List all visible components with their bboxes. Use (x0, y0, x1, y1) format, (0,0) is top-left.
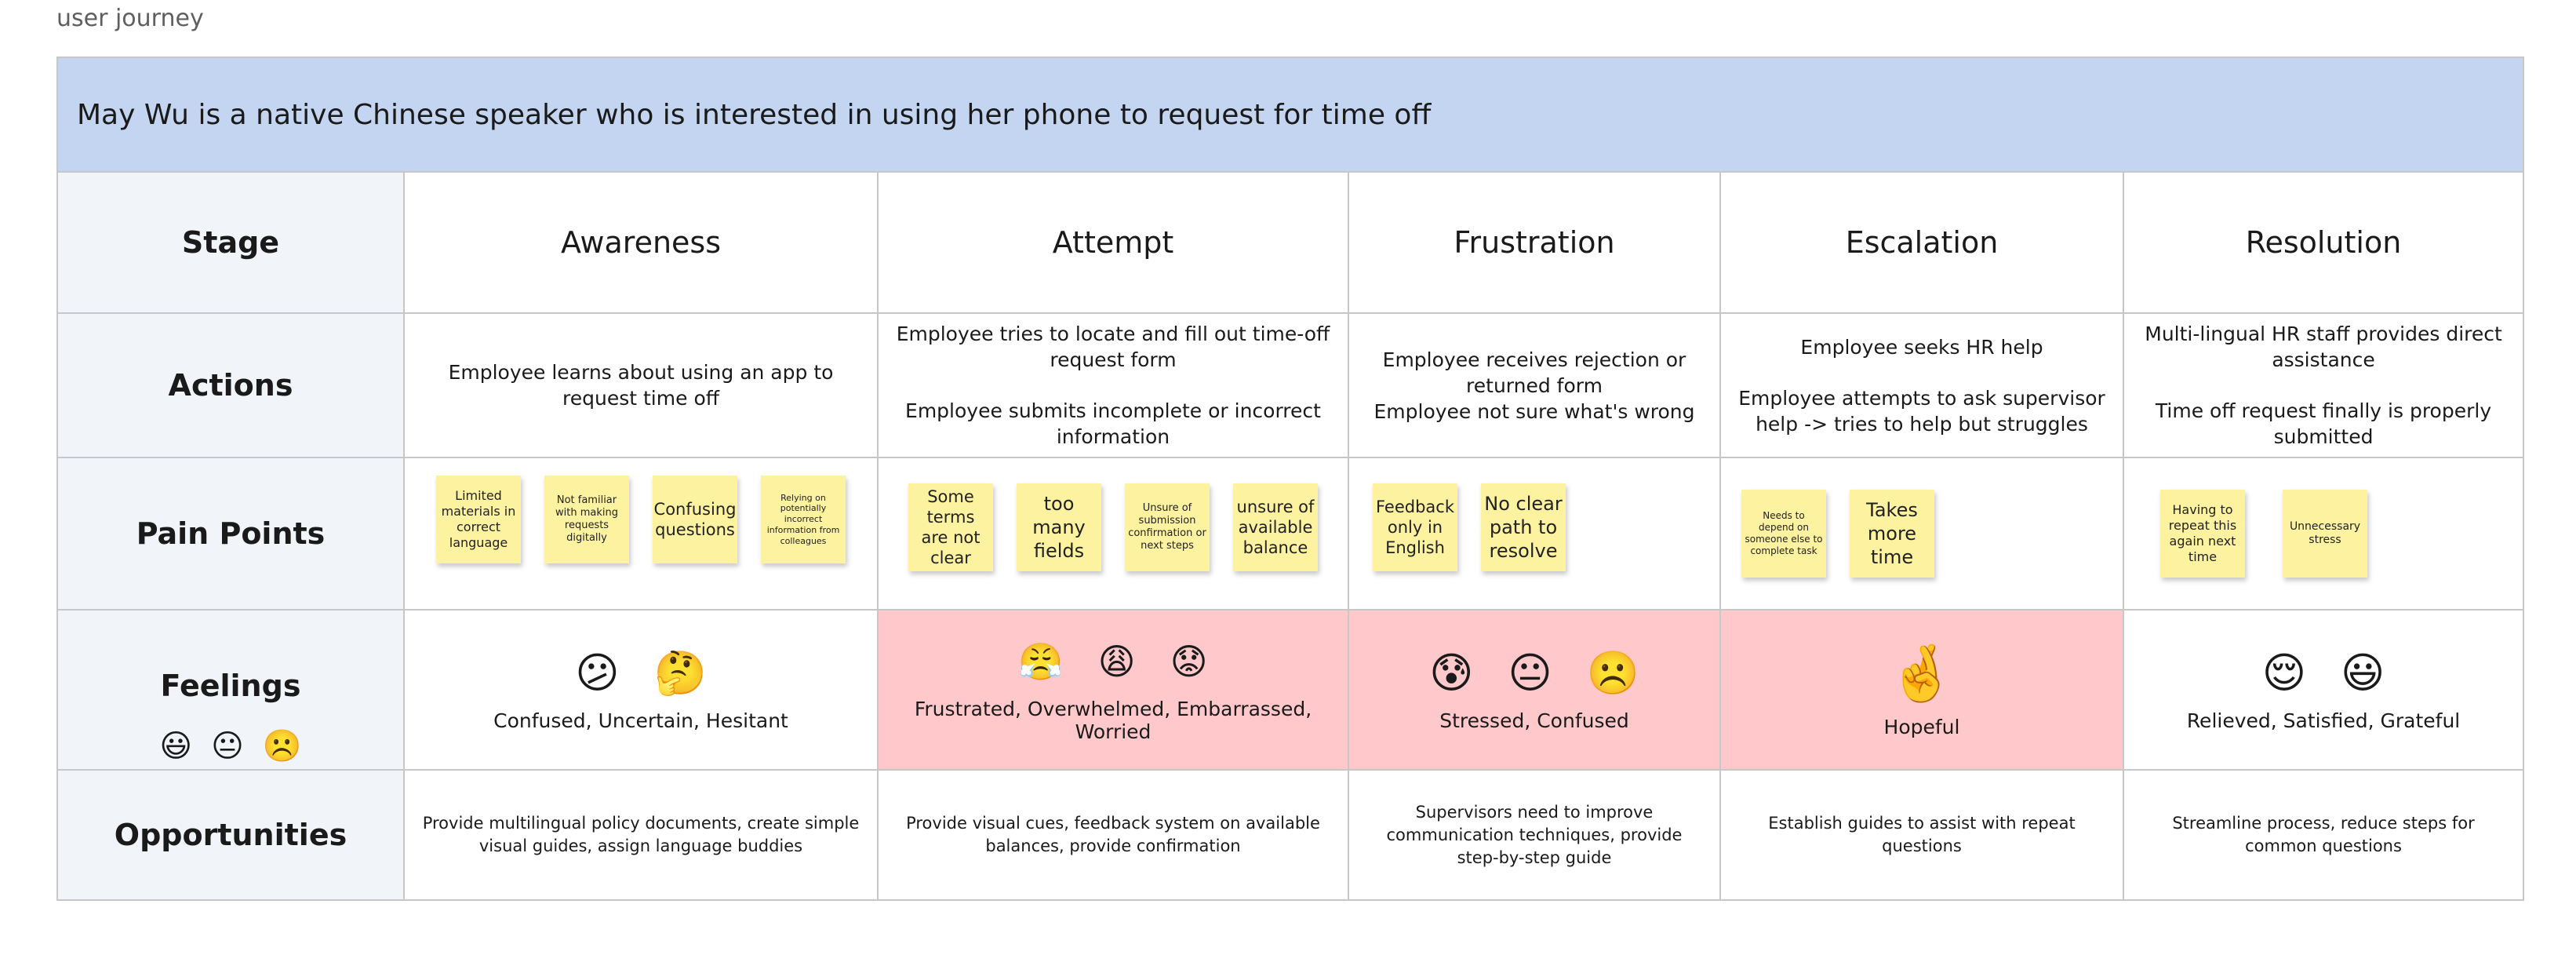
feelings-text: Relieved, Satisfied, Grateful (2186, 709, 2461, 732)
sticky-note: Not familiar with making requests digitally (544, 476, 629, 563)
journey-map-table (56, 56, 2524, 901)
stage-resolution: Resolution (2123, 172, 2523, 313)
sticky-note: No clear path to resolve (1481, 483, 1566, 571)
persona-banner (57, 57, 2523, 172)
sticky-note: Unnecessary stress (2283, 490, 2367, 578)
pain-points-frustration (1348, 457, 1720, 610)
opportunity-attempt: Provide visual cues, feedback system on available balances, provide confirmation (878, 770, 1348, 900)
feelings-text: Hopeful (1883, 715, 1960, 738)
row-label-pain-points: Pain Points (57, 457, 404, 610)
stage-frustration: Frustration (1348, 172, 1720, 313)
sticky-note: Unsure of submission confirmation or next steps (1125, 483, 1210, 571)
opportunity-escalation: Establish guides to assist with repeat questions (1720, 770, 2123, 900)
worried-face-icon: 😟 (1170, 640, 1208, 683)
pain-points-awareness (404, 457, 878, 610)
sticky-note: Limited materials in correct language (436, 476, 521, 563)
confused-face-icon: 😕 (575, 647, 620, 698)
anxious-sweat-face-icon: 😰 (1429, 647, 1474, 698)
sticky-note: Feedback only in English (1373, 483, 1457, 571)
page-label: user journey (56, 5, 204, 32)
action-text: Multi-lingual HR staff provides direct assistance (2145, 323, 2502, 371)
feelings-text: Frustrated, Overwhelmed, Embarrassed, Worried (914, 698, 1312, 743)
opportunity-resolution: Streamline process, reduce steps for common questions (2123, 770, 2523, 900)
sticky-note: Takes more time (1850, 490, 1934, 578)
actions-awareness (404, 313, 878, 457)
actions-frustration (1348, 313, 1720, 457)
feelings-frustration (1348, 610, 1720, 770)
feelings-attempt (878, 610, 1348, 770)
row-label-stage: Stage (57, 172, 404, 313)
action-text: Employee tries to locate and fill out time-off request form (896, 323, 1330, 371)
row-label-feelings (57, 610, 404, 770)
weary-face-icon: 😩 (1097, 640, 1136, 683)
pain-points-escalation (1720, 457, 2123, 610)
neutral-face-icon: 😐 (211, 728, 244, 764)
pain-points-resolution (2123, 457, 2523, 610)
sticky-note: Some terms are not clear (908, 483, 993, 571)
feelings-resolution (2123, 610, 2523, 770)
persona-text: May Wu is a native Chinese speaker who is interested in using her phone to request for time off (77, 98, 1432, 131)
relieved-face-icon: 😌 (2261, 647, 2307, 698)
neutral-face-icon: 😐 (1508, 647, 1552, 698)
action-text: Employee seeks HR help (1800, 335, 2043, 359)
sticky-note: Confusing questions (653, 476, 737, 563)
action-text: Employee attempts to ask supervisor help -> tries to help but struggles (1738, 386, 2105, 436)
frowning-face-icon: ☹️ (262, 728, 302, 764)
actions-attempt (878, 313, 1348, 457)
action-text: Employee submits incomplete or incorrect information (905, 399, 1321, 448)
row-label-actions: Actions (57, 313, 404, 457)
sticky-note: too many fields (1017, 483, 1101, 571)
stage-awareness: Awareness (404, 172, 878, 313)
feelings-text: Stressed, Confused (1439, 709, 1629, 732)
sticky-note: Having to repeat this again next time (2160, 490, 2245, 578)
action-text: Employee learns about using an app to request time off (448, 361, 834, 410)
feelings-awareness (404, 610, 878, 770)
row-label-opportunities: Opportunities (57, 770, 404, 900)
feelings-escalation (1720, 610, 2123, 770)
stage-attempt: Attempt (878, 172, 1348, 313)
opportunity-frustration: Supervisors need to improve communication techniques, provide step-by-step guide (1348, 770, 1720, 900)
thinking-face-icon: 🤔 (653, 647, 707, 698)
feelings-text: Confused, Uncertain, Hesitant (493, 709, 788, 732)
sticky-note: Needs to depend on someone else to complete task (1741, 490, 1826, 578)
frowning-face-icon: ☹️ (1586, 647, 1639, 698)
crossed-fingers-icon: 🤞 (1887, 640, 1956, 705)
steam-face-icon: 😤 (1018, 640, 1064, 683)
happy-face-icon: 😃 (159, 728, 193, 764)
happy-face-icon: 😃 (2341, 647, 2385, 698)
sticky-note: unsure of available balance (1233, 483, 1318, 571)
action-text: Time off request finally is properly submitted (2155, 399, 2492, 448)
feelings-label: Feelings (160, 669, 301, 703)
action-text: Employee receives rejection or returned form Employee not sure what's wrong (1374, 348, 1695, 423)
stage-escalation: Escalation (1720, 172, 2123, 313)
actions-escalation (1720, 313, 2123, 457)
opportunity-awareness: Provide multilingual policy documents, create simple visual guides, assign language buddies (404, 770, 878, 900)
feelings-legend (58, 727, 403, 764)
sticky-note: Relying on potentially incorrect information from colleagues (761, 476, 846, 563)
actions-resolution (2123, 313, 2523, 457)
pain-points-attempt (878, 457, 1348, 610)
